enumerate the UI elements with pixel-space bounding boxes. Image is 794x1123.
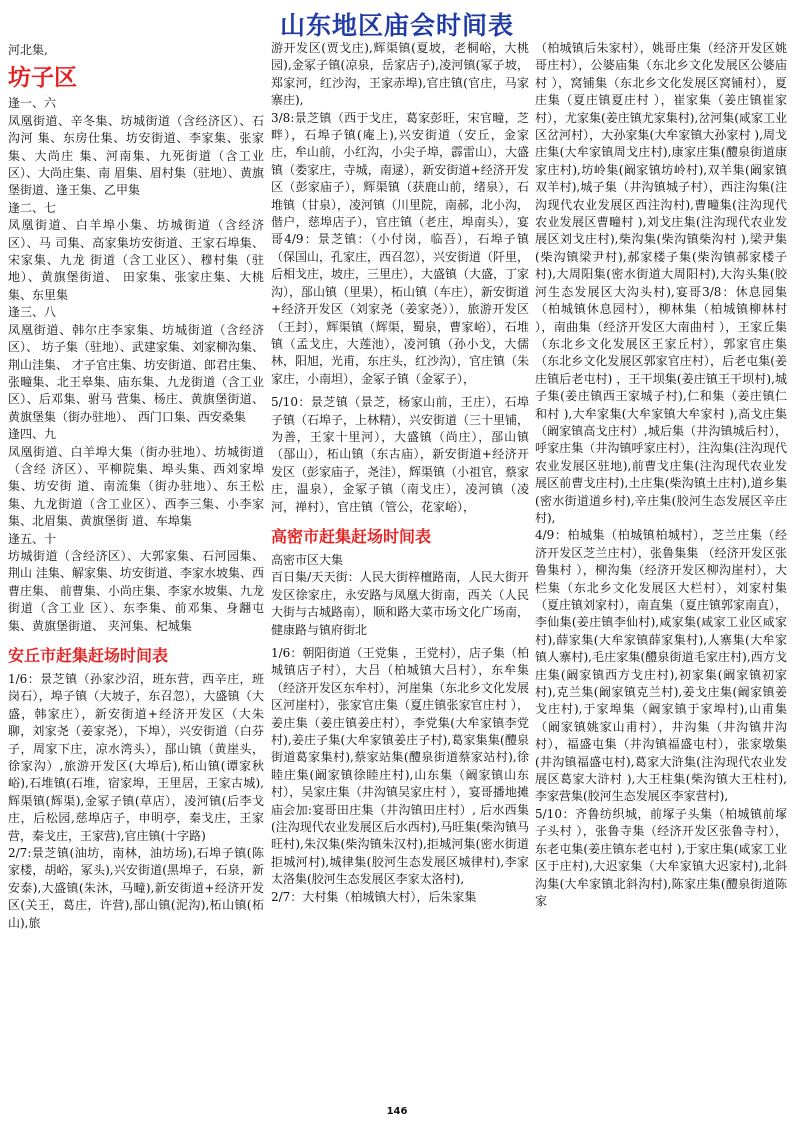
market-list: 坊城街道（含经济区）、大郭家集、石河园集、荆山 洼集、解家集、坊安街道、李家水坡集、西曹庄集、 前曹集、小尚庄集、李家水坡集、九龙街道（含工业 区）、东李集、前邓集、身翿屯集、黄旗堡街道、 夹河集、杞城集 bbox=[8, 548, 264, 633]
column-2 bbox=[271, 40, 529, 1099]
schedule-paragraph: 2/7：大村集（柏城镇大村），后朱家集 bbox=[271, 889, 477, 904]
schedule-paragraph: 4/9：柏城集（柏城镇柏城村），芝兰庄集（经济开发区芝兰庄村），张鲁集集 （经济开发区张鲁集村 ），柳沟集（经济开发区柳沟崖村），大栏集（东北乡文化发展区大栏村），刘家村集 （夏庄镇刘家村），南直集（夏庄镇郭家南直），李仙集(姜庄镇李仙村),咸家集(咸家工业区咸家村),薛家集(大牟家镇薛家集村),人寨集(大牟家镇人寨村),毛庄家集(醴泉街道毛家庄村),西方戈庄集(阚家镇西方戈庄村),初家集(阚家镇初家村),克兰集(阚家镇克兰村),姜戈庄集(阚家镇姜戈庄村),于家埠集（阚家镇于家埠村),山甫集（阚家镇姚家山甫村），井沟集（井沟镇井沟村），福盛屯集（井沟镇福盛屯村），张家墩集(井沟镇福盛屯村),葛家大浒集(注沟现代农业发展区葛家大浒村 ),大王柱集(柴沟镇大王柱村),李家营集(胶河生态发展区李家营村), bbox=[535, 528, 787, 804]
schedule-paragraph: 1/6：朝阳街道（王党集 ，王党村），店子集（柏城镇店子村），大吕（柏城镇大吕村），东牟集（经济开发区东牟村），河崖集（东北乡文化发展区河崖村），张家官庄集（夏庄镇张家官庄村 ），姜庄集（姜庄镇姜庄村），李党集(大牟家镇李党村),姜庄子集(大牟家镇姜庄子村),葛家集集(醴泉街道葛家集村),蔡家站集(醴泉街道蔡家站村),徐睦庄集(阚家镇徐睦庄村),山东集（阚家镇山东村），吴家庄集（井沟镇吴家庄村 ），宴哥播地摊庙会加:宴哥田庄集（井沟镇田庄村）, 后水西集(注沟现代农业发展区后水西村),马旺集(柴沟镇马旺村),朱汉集(柴沟镇朱汉村),拒城河集(密水街道拒城河村),城律集(胶河生态发展区城律村),李家太洛集(胶河生态发展区李家太洛村), bbox=[271, 646, 529, 887]
market-day-label: 逢二、七 bbox=[8, 200, 57, 215]
section-heading-anqiu: 安丘市赶集赶场时间表 bbox=[8, 646, 169, 665]
market-day-label: 逢五、十 bbox=[8, 531, 57, 546]
schedule-paragraph: 5/10：景芝镇（景芝，杨家山前，王庄），石埠子镇（石埠子，上林精），兴安街道（三十里铺，为善，王家十里河），大盛镇（尚庄），郚山镇（郚山），柘山镇（东古庙），新安街道+经济开发区（彭家庙子，尧洼），辉渠镇（小祖官，蔡家庄，温泉），金冢子镇（南戈庄），凌河镇（凌河，禅村），官庄镇（管公，花家峪）， bbox=[271, 395, 529, 514]
column-1 bbox=[8, 42, 264, 1099]
market-day-label: 逢四、九 bbox=[8, 427, 57, 442]
schedule-paragraph: 百日集/天天街：人民大街梓檀路南，人民大街开发区徐家庄，永安路与凤凰大街南，西关（人民大街与古城路南），顺和路大菜市场文化广场南，健康路与镇府街北 bbox=[271, 570, 529, 637]
market-day-label: 逢一、六 bbox=[8, 96, 57, 111]
market-list: 凤凰街道、白羊埠小集、坊城街道（含经济区）、马 司集、高家集坊安街道、王家石埠集、宋家集、九龙 街道（含工业区）、穆村集（驻地）、黄旗堡街道、 田家集、张家庄集、大桃集、东里集 bbox=[8, 218, 264, 302]
page-title: 山东地区庙会时间表 bbox=[279, 11, 514, 40]
market-list: 凤凰街道、白羊埠大集（街办驻地）、坊城街道（含经 济区）、平柳院集、埠头集、西刘家埠集、坊安街 道、南流集（街办驻地）、东王松集、九龙街道（含工业区）、西李三集、小李家集、北眉集、黄旗堡街 道、车埠集 bbox=[8, 444, 264, 529]
schedule-paragraph: 2/7:景芝镇(油坊，南林，油坊场),石埠子镇(陈家楼，胡峪，冢头),兴安街道(黑埠子，石泉，新安泰),大盛镇(朱沐，马疃),新安街道+经济开发区(关王，葛庄，许营),郚山镇(泥沟),柘山镇(柘山),旅 bbox=[8, 846, 264, 930]
intro-text: 河北集, bbox=[8, 43, 48, 57]
market-day-label: 逢三、八 bbox=[8, 305, 57, 320]
schedule-paragraph: 5/10：齐鲁纺织城，前塚子头集（柏城镇前塚子头村 ），张鲁寺集（经济开发区张鲁寺村），东老屯集(姜庄镇东老屯村 ),于家庄集(咸家工业区于庄村),大迟家集（大牟家镇大迟家村),北斜沟集(大牟家镇北斜沟村),陈家庄集(醴泉街道陈家 bbox=[535, 806, 787, 908]
market-list: 凤凰街道、韩尔庄李家集、坊城街道（含经济区）、 坊子集（驻地）、武建家集、刘家柳沟集、荆山洼集、 才子官庄集、坊安街道、郎君庄集、张疃集、北王皋集、庙东集、九龙街道（含工业区）、后邓集、驸马 营集、杨庄、黄旗堡街道、黄旗堡集（街办驻地）、 西门口集、西安桑集 bbox=[8, 322, 264, 424]
column-3 bbox=[535, 40, 787, 1099]
page-number: 146 bbox=[386, 1106, 408, 1117]
schedule-paragraph: 1/6：景芝镇（孙家沙沼，班东营，西辛庄，班岗石），埠子镇（大坡子，东召忽），大盛镇（大盛，韩家庄），新安街道+经济开发区（大朱聊，刘家尧（姜家尧），下埠），兴安街道（白芬子，周家下庄，凉水湾头），郚山镇（黄崖头，徐家沟）,旅游开发区(大埠后),柘山镇(谭家秋峪),石堆镇(石堆，宿家埠，王里居，王家古城),辉渠镇(辉渠),金冢子镇(草店），凌河镇(后李戈庄，后松园,慈埠店子，申明亭，秦戈庄，王家营，秦戈庄，王家营),官庄镇(十字路) bbox=[8, 672, 264, 843]
region-heading: 坊子区 bbox=[8, 65, 77, 92]
section-heading-gaomi: 高密市赶集赶场时间表 bbox=[271, 526, 432, 546]
subsection-label: 高密市区大集 bbox=[271, 552, 344, 567]
schedule-paragraph: （柏城镇后朱家村），姚哥庄集（经济开发区姚哥庄村），公婆庙集（东北乡文化发展区公婆庙村 ），窝铺集（东北乡文化发展区窝铺村），夏庄集（夏庄镇夏庄村 ），崔家集（姜庄镇崔家村），尤家集(姜庄镇尤家集村),岔河集(咸家工业区岔河村），大孙家集(大牟家镇大孙家村 ),周戈庄集(大牟家镇周戈庄村),康家庄集(醴泉街道康家庄村),坊岭集(阚家镇坊岭村),双羊集(阚家镇双羊村),城子集（井沟镇城子村），西注沟集(注沟现代农业发展区西注沟村),曹疃集(注沟现代农业发展区曹疃村 ),刘戈庄集(注沟现代农业发展区刘戈庄村),柴沟集(柴沟镇柴沟村 ),梁尹集(柴沟镇梁尹村),郝家楼子集(柴沟镇郝家楼子村),大周阳集(密水街道大周阳村),大沟头集(胶河生态发展区大沟头村),宴哥3/8：休息园集（柏城镇休息园村），柳林集（柏城镇柳林村 ），南曲集（经济开发区大南曲村 ），王家丘集（东北乡文化发展区王家丘村），郭家官庄集（东北乡文化发展区郭家官庄村），后老屯集(姜庄镇后老屯村) ，王干坝集(姜庄镇王干坝村),城子集(姜庄镇西王家城子村),仁和集（姜庄镇仁和村 ),大牟家集(大牟家镇大牟家村 ),高戈庄集（阚家镇高戈庄村）,城后集（井沟镇城后村），呼家庄集（井沟镇呼家庄村），注沟集(注沟现代农业发展区驻地),前曹戈庄集(注沟现代农业发展区前曹戈庄村),土庄集(柴沟镇土庄村),道乡集(密水街道道乡村),辛庄集(胶河生态发展区辛庄村), bbox=[535, 41, 787, 525]
schedule-paragraph: 游开发区(贾戈庄),辉渠镇(夏坡，老桐峪，大桃园),金冢子镇(凉泉，岳家店子),凌河镇(冢子坡，郑家河，红沙沟，王家赤埠),官庄镇(官庄，马家寨庄), bbox=[271, 41, 529, 108]
schedule-paragraph: 3/8:景芝镇（西于戈庄，葛家彭旺，宋官疃，芝畔），石埠子镇(庵上),兴安街道（安丘，金家庄，牟山前，小红沟，小尖子埠，霹雷山），大盛镇（娄家庄，寺城，南逯），新安街道+经济开发区（彭家庙子），辉渠镇（获鹿山前，绪泉），石堆镇（甘泉），凌河镇（川里院，南郝，北小沟，偕户，慈埠店子），官庄镇（老庄，埠南头），宴哥4/9：景芝镇：（小付岗，临吾），石埠子镇（保国山，孔家庄，西召忽），兴安街道（阡里，后相戈庄，坡庄，三里庄），大盛镇（大盛，丁家沟），郚山镇（里果），柘山镇（车庄），新安街道+经济开发区（刘家尧（姜家尧）），旅游开发区（王封），辉渠镇（辉渠，蜀泉，曹家峪），石堆镇（孟戈庄，大莲池），凌河镇（孙小戈，大儒林，阳旭，光甫，东庄头，红沙沟），官庄镇（朱家庄，小南坦），金冢子镇（金冢子）， bbox=[271, 110, 529, 386]
market-list: 凤凰街道、辛冬集、坊城街道（含经济区）、石沟河 集、东房仕集、坊安街道、李家集、张家集、大尚庄 集、河南集、九死街道（含工业区）、大尚庄集、南 眉集、眉村集（驻地）、黄旗堡街道、逢王集、乙甲集 bbox=[8, 113, 264, 198]
